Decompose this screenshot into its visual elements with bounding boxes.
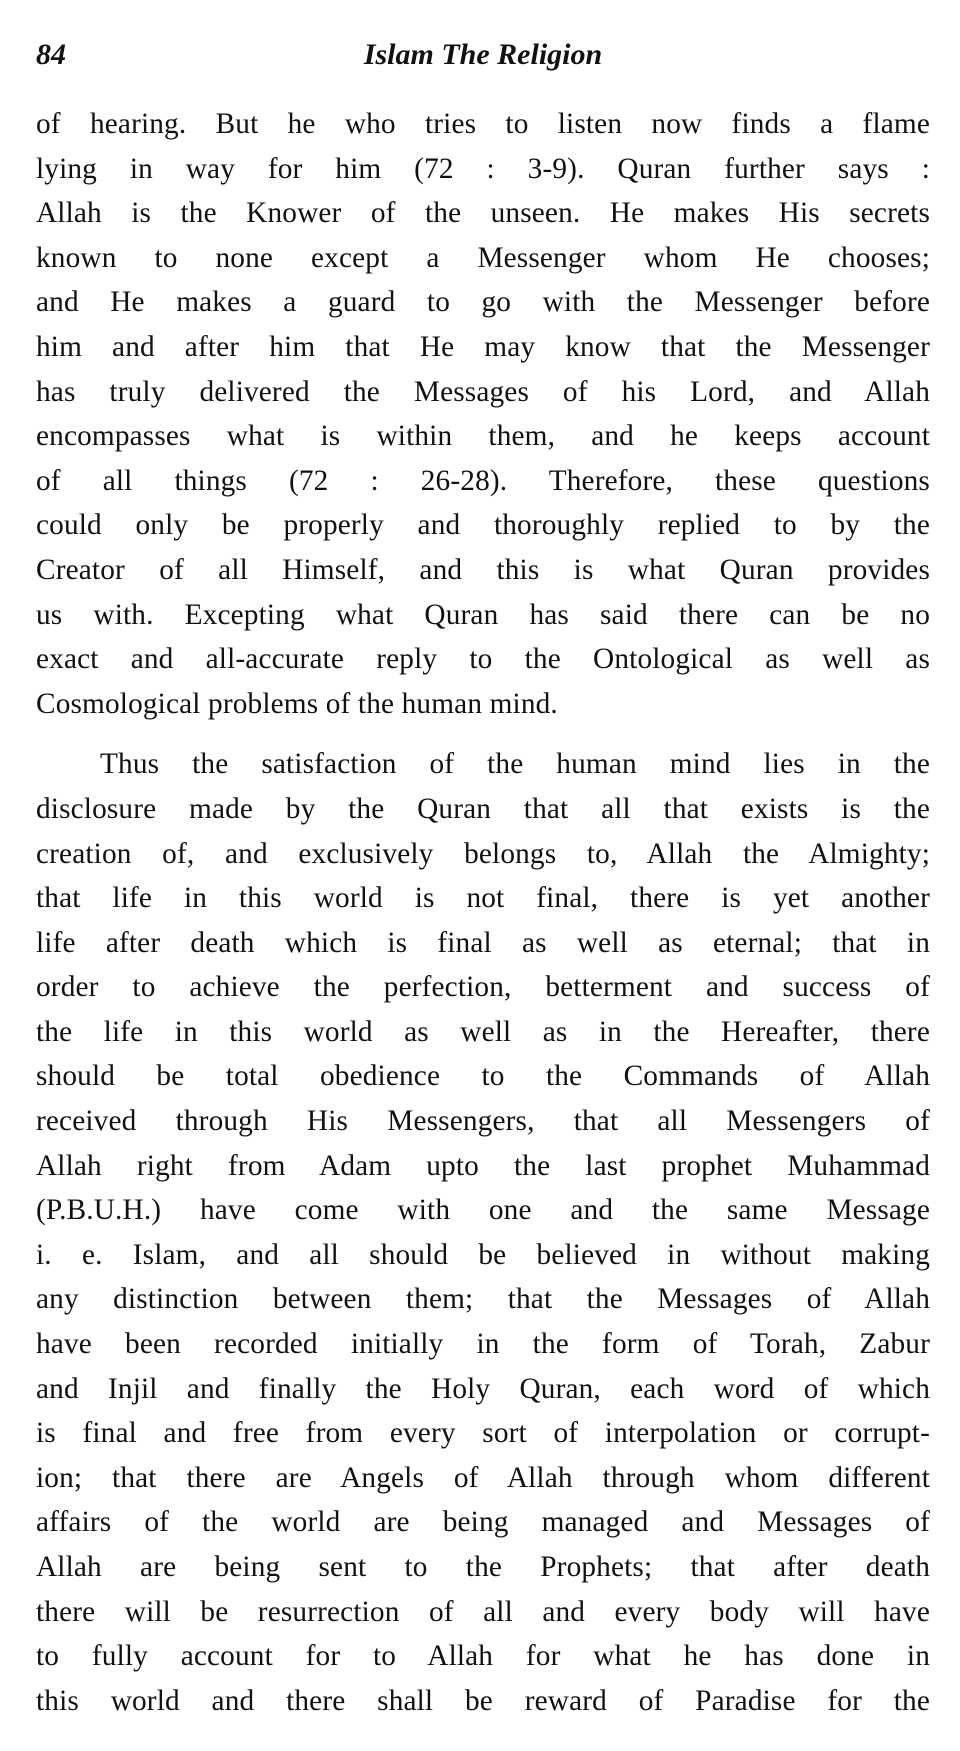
text-line: the life in this world as well as in the Hereafter, there xyxy=(36,1015,930,1048)
text-line: is final and free from every sort of interpolation or corrupt- xyxy=(36,1417,930,1450)
text-line: affairs of the world are being managed and Messages of xyxy=(36,1506,930,1539)
running-title: Islam The Religion xyxy=(363,38,603,71)
text-line: Creator of all Himself, and this is what Quran provides xyxy=(36,553,930,586)
text-line: of hearing. But he who tries to listen now finds a flame xyxy=(36,108,930,140)
text-line: to fully account for to Allah for what he has done in xyxy=(36,1640,930,1673)
text-line: that life in this world is not final, there is yet another xyxy=(36,882,930,915)
text-line: have been recorded initially in the form of Torah, Zabur xyxy=(36,1328,930,1361)
text-line: Thus the satisfaction of the human mind lies in the xyxy=(100,748,930,781)
paragraph-gap xyxy=(36,726,930,742)
text-line: any distinction between them; that the Messages of Allah xyxy=(36,1283,930,1316)
text-line: there will be resurrection of all and every body will have xyxy=(36,1595,930,1628)
text-line: i. e. Islam, and all should be believed in without making xyxy=(36,1238,930,1271)
text-line: ion; that there are Angels of Allah through whom different xyxy=(36,1461,930,1494)
text-line: disclosure made by the Quran that all that exists is the xyxy=(36,792,930,825)
text-line: Allah is the Knower of the unseen. He makes His secrets xyxy=(36,197,930,230)
text-line: known to none except a Messenger whom He chooses; xyxy=(36,241,930,274)
text-line: Cosmological problems of the human mind. xyxy=(36,687,558,720)
text-line: order to achieve the perfection, betterment and success of xyxy=(36,971,930,1004)
text-line: this world and there shall be reward of Paradise for the xyxy=(36,1684,930,1717)
text-line: (P.B.U.H.) have come with one and the same Message xyxy=(36,1194,930,1227)
page-number: 84 xyxy=(36,38,66,71)
text-line: encompasses what is within them, and he keeps account xyxy=(36,420,930,453)
text-line: could only be properly and thoroughly replied to by the xyxy=(36,509,930,542)
text-line: Allah are being sent to the Prophets; that after death xyxy=(36,1551,930,1583)
text-line: and He makes a guard to go with the Messenger before xyxy=(36,286,930,319)
paragraph-2 xyxy=(36,742,930,1723)
text-line: and Injil and finally the Holy Quran, each word of which xyxy=(36,1372,930,1405)
text-line: life after death which is final as well as eternal; that in xyxy=(36,926,930,959)
text-line: should be total obedience to the Commands of Allah xyxy=(36,1060,930,1093)
text-line: lying in way for him (72 : 3-9). Quran further says : xyxy=(36,152,930,185)
paragraph-1 xyxy=(36,102,930,726)
text-line: him and after him that He may know that the Messenger xyxy=(36,330,930,363)
text-line: has truly delivered the Messages of his Lord, and Allah xyxy=(36,375,930,408)
text-line: received through His Messengers, that all Messengers of xyxy=(36,1105,930,1138)
text-line: Allah right from Adam upto the last prophet Muhammad xyxy=(36,1149,930,1182)
text-line: of all things (72 : 26-28). Therefore, these questions xyxy=(36,464,930,497)
text-line: creation of, and exclusively belongs to, Allah the Almighty; xyxy=(36,837,930,870)
text-line: exact and all-accurate reply to the Ontological as well as xyxy=(36,643,930,676)
body-text xyxy=(36,102,930,1723)
page-header xyxy=(36,34,930,84)
text-line: us with. Excepting what Quran has said there can be no xyxy=(36,598,930,631)
